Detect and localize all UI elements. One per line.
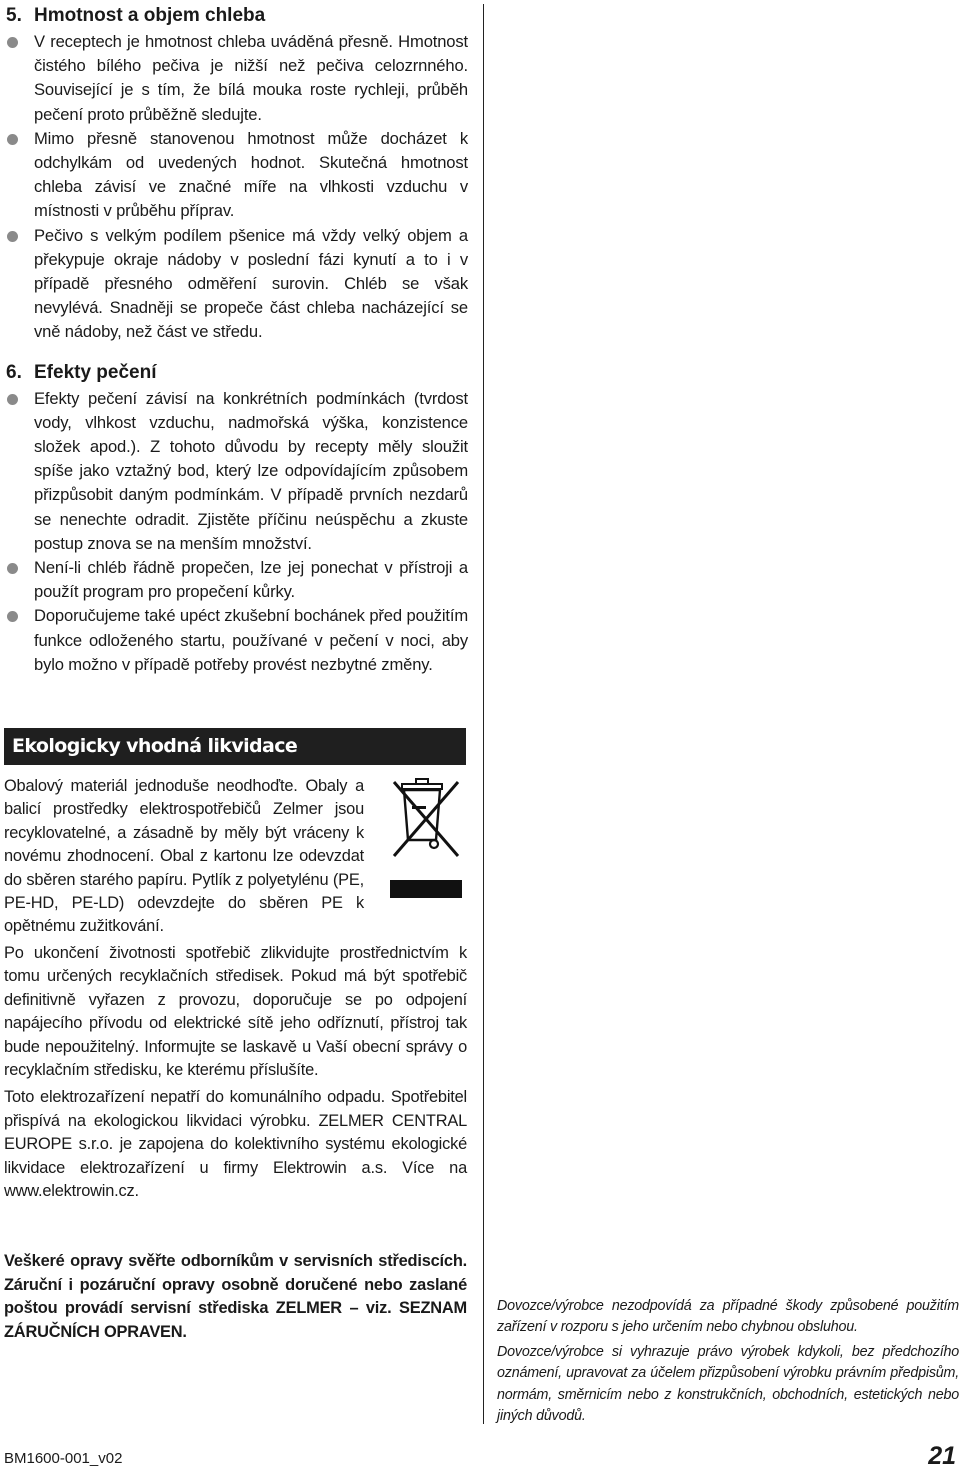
eco-collection-paragraph: Toto elektrozařízení nepatří do komunálního odpadu. Spotřebitel přispívá na ekologickou likvidaci výrobku. ZELMER CENTRAL EUROPE s.r.o. je zapojena do kolektivního systému ekologické likvidace elektrozařízení u firmy Elektrowin a.s. Více na www.elektrowin.cz.	[4, 1088, 467, 1201]
section-6-heading	[6, 361, 468, 385]
list-item-text: Pečivo s velkým podílem pšenice má vždy velký objem a překypuje okraje nádoby v poslední fázi kynutí a to i v případě přesného odměření surovin. Chléb se však nevylévá. Snadněji se propeče část chleba nacházející se vně nádoby, než část ve středu.	[34, 225, 468, 342]
bullet-icon	[7, 563, 18, 574]
section-6-title: Efekty pečení	[34, 361, 157, 383]
bullet-icon	[7, 37, 18, 48]
section-5-number: 5.	[6, 5, 22, 26]
list-item	[6, 127, 468, 224]
section-6-number: 6.	[6, 361, 22, 383]
disclaimer-modifications: Dovozce/výrobce si vyhrazuje právo výrobek kdykoli, bez předchozího oznámení, upravovat za účelem přizpůsobení výrobku právním předpisům, normám, směrnicím nebo z konstrukčních, obchodních, estetických nebo jiných důvodů.	[497, 1343, 959, 1425]
disclaimer-liability: Dovozce/výrobce nezodpovídá za případné škody způsobené použitím zařízení v rozporu s jeho určením nebo chybnou obsluhou.	[497, 1298, 959, 1336]
section-5-heading	[6, 4, 468, 28]
page-number: 21	[928, 1442, 956, 1470]
list-item	[6, 387, 468, 556]
bullet-icon	[7, 231, 18, 242]
list-item	[6, 604, 468, 677]
repair-notice: Veškeré opravy svěřte odborníkům v servisních střediscích. Záruční i pozáruční opravy osobně doručené nebo zaslané poštou provádí servisní střediska ZELMER – viz. SEZNAM ZÁRUČNÍCH OPRAVEN.	[4, 1252, 467, 1341]
bullet-icon	[7, 394, 18, 405]
section-6-list	[6, 387, 468, 677]
list-item-text: V receptech je hmotnost chleba uváděná přesně. Hmotnost čistého bílého pečiva je nižší než pečiva celozrnného. Související je s tím, že bílá mouka roste rychleji, průběh pečení proto průběžně sledujte.	[34, 32, 468, 124]
bullet-icon	[7, 611, 18, 622]
manufacturer-disclaimer	[497, 1296, 959, 1430]
eco-disposal-heading: Ekologicky vhodná likvidace	[4, 728, 466, 765]
section-5-title: Hmotnost a objem chleba	[34, 5, 266, 26]
list-item	[6, 556, 468, 604]
eco-end-of-life-paragraph: Po ukončení životnosti spotřebič zlikvidujte prostřednictvím k tomu určených recyklačních středisek. Pokud má být spotřebič definitivně vyřazen z provozu, doporučuje se po odpojení napájecího přívodu od elektrické sítě jeho odříznutí, přístroj tak bude nepoužitelný. Informujte se laskavě u Vaší obecní správy o recyklačním středisku, ke kterému příslušíte.	[4, 944, 467, 1080]
eco-disposal-text	[4, 942, 467, 1207]
crossed-out-wheelie-bin-icon	[388, 776, 464, 900]
list-item-text: Není-li chléb řádně propečen, lze jej ponechat v přístroji a použít program pro propečení kůrky.	[34, 558, 468, 602]
list-item	[6, 30, 468, 127]
bullet-icon	[7, 134, 18, 145]
list-item	[6, 224, 468, 345]
list-item-text: Mimo přesně stanovenou hmotnost může docházet k odchylkám od uvedených hodnot. Skutečná hmotnost chleba závisí ve značné míře na vlhkosti vzduchu v místnosti v průběhu příprav.	[34, 128, 468, 221]
column-divider	[483, 4, 484, 1424]
document-code: BM1600-001_v02	[4, 1450, 123, 1467]
list-item-text: Doporučujeme také upéct zkušební bochánek před použitím funkce odloženého startu, používané v pečení v noci, aby bylo možno v případě potřeby provést nezbytné změny.	[34, 606, 468, 674]
left-column	[6, 4, 468, 677]
list-item-text: Efekty pečení závisí na konkrétních podmínkách (tvrdost vody, vlhkost vzduchu, nadmořská výška, konzistence složek apod.). Z tohoto důvodu by recepty měly sloužit spíše jako vztažný bod, který lze odpovídajícím způsobem přizpůsobit daným podmínkám. V případě prvních nezdarů se nenechte odradit. Zjistěte příčinu neúspěchu a zkuste postup znova se na menším množství.	[34, 388, 468, 553]
eco-packaging-paragraph: Obalový materiál jednoduše neodhoďte. Obaly a balicí prostředky elektrospotřebičů Zelmer jsou recyklovatelné, a zásadně by měly být vráceny k novému zhodnocení. Obal z kartonu lze odevzdat do sběren starého papíru. Pytlík z polyetylénu (PE, PE-HD, PE-LD) odevzdejte do sběren PE k opětnému zužitkování.	[4, 777, 364, 936]
section-5-list	[6, 30, 468, 345]
